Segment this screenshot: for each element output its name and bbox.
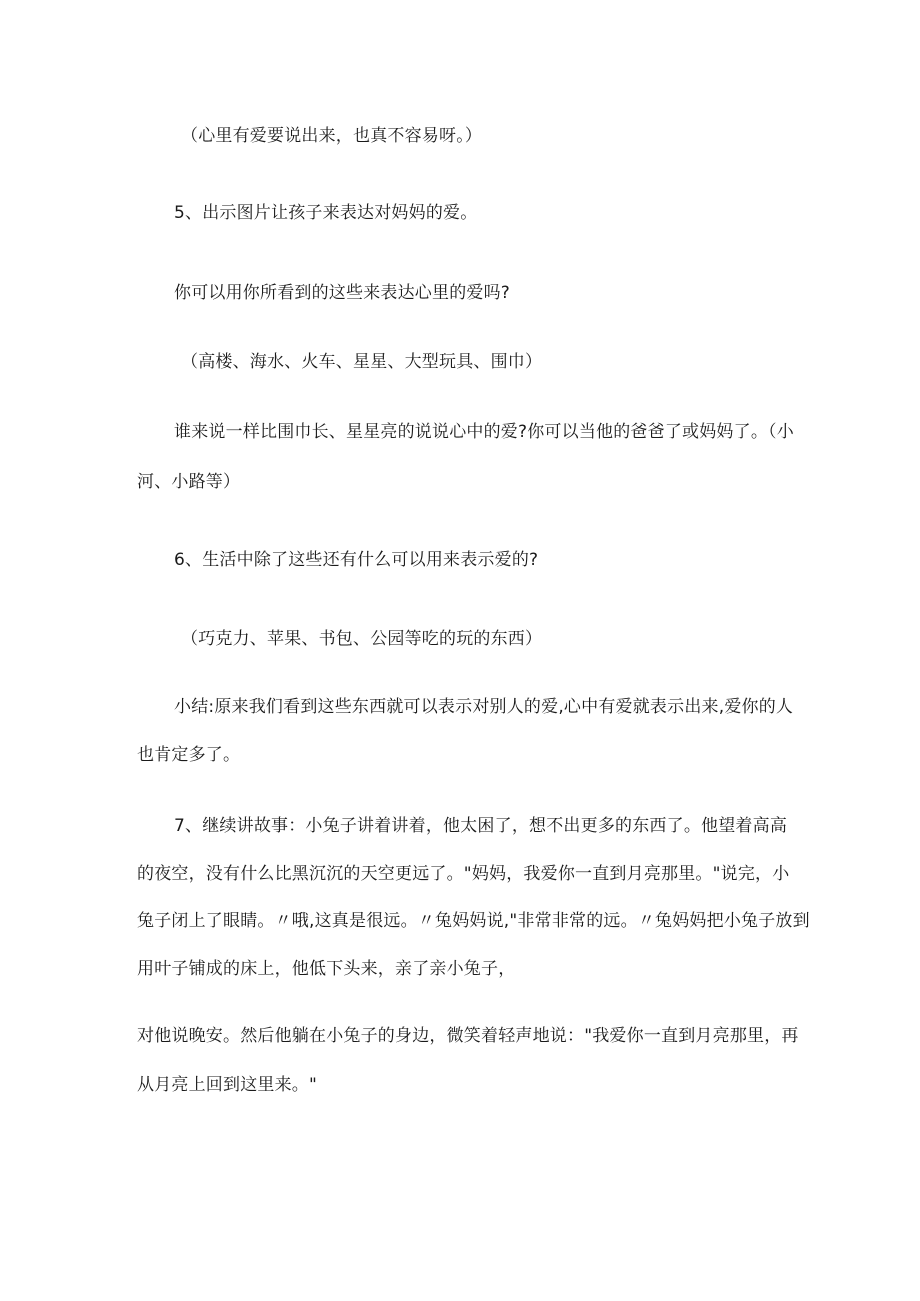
paragraph-question: 你可以用你所看到的这些来表达心里的爱吗? bbox=[174, 283, 511, 303]
paragraph-step-6: 6、生活中除了这些还有什么可以用来表示爱的? bbox=[174, 550, 539, 570]
paragraph-goodnight-line-2: 从月亮上回到这里来。" bbox=[137, 1075, 318, 1095]
paragraph-examples: （高楼、海水、火车、星星、大型玩具、围巾） bbox=[181, 352, 543, 372]
paragraph-things: （巧克力、苹果、书包、公园等吃的玩的东西） bbox=[181, 629, 543, 649]
paragraph-story-line-4: 用叶子铺成的床上，他低下头来，亲了亲小兔子， bbox=[137, 959, 516, 979]
paragraph-note-love: （心里有爱要说出来，也真不容易呀。） bbox=[181, 126, 483, 146]
paragraph-goodnight-line-1: 对他说晚安。然后他躺在小兔子的身边，微笑着轻声地说："我爱你一直到月亮那里，再 bbox=[137, 1026, 799, 1046]
paragraph-story-line-1: 7、继续讲故事：小兔子讲着讲着，他太困了，想不出更多的东西了。他望着高高 bbox=[174, 816, 788, 836]
paragraph-compare-line-1: 谁来说一样比围巾长、星星亮的说说心中的爱?你可以当他的爸爸了或妈妈了。（小 bbox=[174, 422, 794, 442]
paragraph-story-line-3: 兔子闭上了眼睛。〃哦,这真是很远。〃兔妈妈说,"非常非常的远。〃兔妈妈把小兔子放到 bbox=[137, 911, 810, 931]
paragraph-compare-line-2: 河、小路等） bbox=[137, 472, 241, 492]
paragraph-step-5: 5、出示图片让孩子来表达对妈妈的爱。 bbox=[174, 203, 478, 223]
paragraph-summary-line-1: 小结:原来我们看到这些东西就可以表示对别人的爱,心中有爱就表示出来,爱你的人 bbox=[174, 697, 794, 717]
paragraph-summary-line-2: 也肯定多了。 bbox=[137, 745, 241, 765]
paragraph-story-line-2: 的夜空，没有什么比黑沉沉的天空更远了。"妈妈，我爱你一直到月亮那里。"说完，小 bbox=[137, 864, 790, 884]
